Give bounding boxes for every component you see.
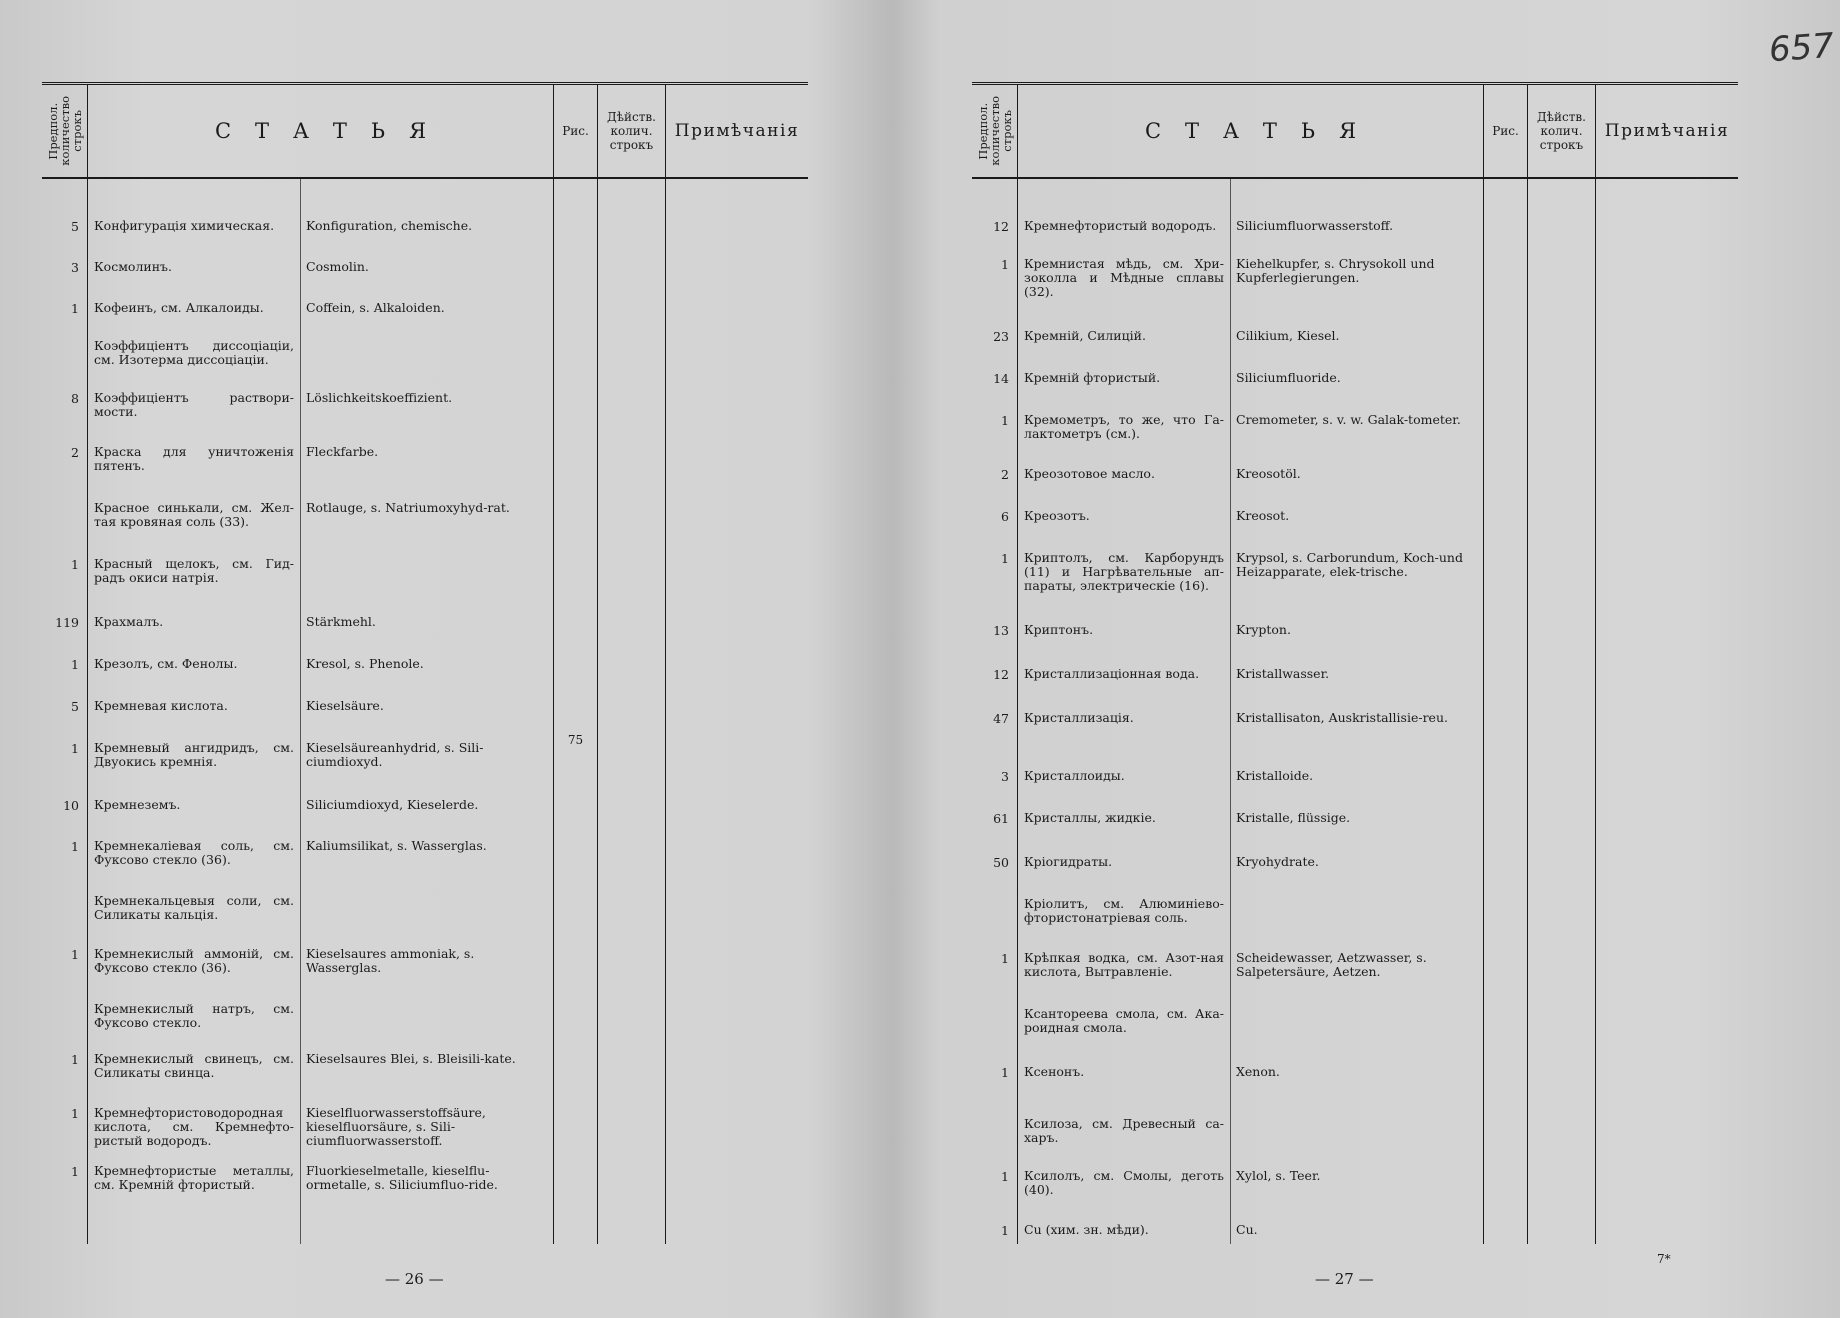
planned-lines-value: 13 (993, 623, 1009, 638)
article-russian: Креозотовое масло. (1024, 466, 1155, 481)
article-german: Krypton. (1236, 622, 1291, 637)
article-russian: Кофеинъ, см. Алкалоиды. (94, 300, 264, 315)
article-russian: Красное синькали, см. Жел-тая кровяная соль (33). (94, 500, 294, 529)
article-russian: Кремнефтористый водородъ. (1024, 218, 1217, 233)
right-ledger (972, 82, 1738, 1244)
article-russian: Ксилоза, см. Древесный са-харъ. (1024, 1116, 1224, 1145)
planned-lines-value: 5 (71, 219, 79, 234)
article-russian: Кріогидраты. (1024, 854, 1113, 869)
left-header-actual-lines (598, 85, 666, 177)
left-header-notes (666, 85, 808, 177)
planned-lines-value: 10 (63, 798, 79, 813)
signature-mark: 7* (1657, 1252, 1671, 1266)
article-russian: Кристаллизаціонная вода. (1024, 666, 1200, 681)
article-russian: Коэффиціентъ диссоціаціи, см. Изотерма диссоціаціи. (94, 338, 294, 367)
article-german: Cu. (1236, 1222, 1258, 1237)
article-german: Scheidewasser, Aetzwasser, s. Salpetersäure, Aetzen. (1236, 950, 1427, 979)
planned-lines-value: 1 (71, 1052, 79, 1067)
planned-lines-value: 12 (993, 667, 1009, 682)
article-russian: Краска для уничтоженія пятенъ. (94, 444, 294, 473)
article-russian: Кремнекаліевая соль, см. Фуксово стекло (36). (94, 838, 294, 867)
planned-lines-value: 1 (71, 839, 79, 854)
article-german: Siliciumdioxyd, Kieselerde. (306, 797, 479, 812)
col-rule (1230, 179, 1231, 1244)
article-russian: Кремнекислый свинецъ, см. Силикаты свинца. (94, 1051, 294, 1080)
planned-lines-value: 2 (71, 445, 79, 460)
notes-label: Примѣчанія (674, 121, 800, 141)
left-page (0, 0, 900, 1318)
article-german: Kreosot. (1236, 508, 1290, 523)
article-german: Fleckfarbe. (306, 444, 379, 459)
planned-lines-value: 1 (1001, 257, 1009, 272)
article-russian: Кремнеземъ. (94, 797, 181, 812)
notes-label: Примѣчанія (1604, 121, 1730, 141)
col-rule (87, 179, 88, 1244)
planned-lines-value: 3 (71, 260, 79, 275)
article-russian: Криптонъ. (1024, 622, 1094, 637)
col-rule (1017, 179, 1018, 1244)
col-rule (597, 179, 598, 1244)
article-russian: Кремнекислый натръ, см. Фуксово стекло. (94, 1001, 294, 1030)
article-label: СТАТЬЯ (214, 119, 451, 143)
article-russian: Коэффиціентъ раствори-мости. (94, 390, 294, 419)
planned-lines-value: 23 (993, 329, 1009, 344)
planned-lines-value: 5 (71, 699, 79, 714)
article-russian: Крѣпкая водка, см. Азот-ная кислота, Вытравленіе. (1024, 950, 1224, 979)
right-header-article (1018, 85, 1484, 177)
left-header-article (88, 85, 554, 177)
left-header (42, 85, 808, 179)
planned-lines-value: 1 (1001, 1169, 1009, 1184)
planned-lines-value: 1 (71, 1164, 79, 1179)
article-russian: Криптолъ, см. Карборундъ (11) и Нагрѣвательные ап-параты, электрическіе (16). (1024, 550, 1224, 593)
article-russian: Космолинъ. (94, 259, 172, 274)
left-header-fig (554, 85, 598, 177)
article-russian: Креозотъ. (1024, 508, 1090, 523)
article-german: Fluorkieselmetalle, kieselflu-ormetalle, s. Siliciumfluo-ride. (306, 1163, 498, 1192)
article-german: Cosmolin. (306, 259, 369, 274)
right-header (972, 85, 1738, 179)
article-german: Siliciumfluorwasserstoff. (1236, 218, 1394, 233)
planned-lines-value: 14 (993, 371, 1009, 386)
left-header-lines-planned (42, 85, 88, 177)
fig-label: Рис. (1492, 124, 1519, 138)
article-german: Kristalloide. (1236, 768, 1314, 783)
article-russian: Кремнефтористоводородная кислота, см. Кремнефто-ристый водородъ. (94, 1105, 294, 1148)
article-german: Rotlauge, s. Natriumoxyhyd-rat. (306, 500, 510, 515)
fig-label: Рис. (562, 124, 589, 138)
article-german: Kristalle, flüssige. (1236, 810, 1351, 825)
article-russian: Кремнефтористые металлы, см. Кремній фтористый. (94, 1163, 294, 1192)
col-rule (1483, 179, 1484, 1244)
article-german: Kaliumsilikat, s. Wasserglas. (306, 838, 487, 853)
article-russian: Cu (хим. зн. мѣди). (1024, 1222, 1149, 1237)
col-rule (665, 179, 666, 1244)
article-german: Kieselfluorwasserstoffsäure, kieselfluorsäure, s. Sili-ciumfluorwasserstoff. (306, 1105, 486, 1148)
right-header-fig (1484, 85, 1528, 177)
article-russian: Кремній, Силицій. (1024, 328, 1146, 343)
figure-number: 75 (567, 733, 584, 747)
article-russian: Кремній фтористый. (1024, 370, 1161, 385)
col-rule (1527, 179, 1528, 1244)
article-german: Konfiguration, chemische. (306, 218, 473, 233)
planned-lines-value: 12 (993, 219, 1009, 234)
planned-lines-value: 1 (71, 1106, 79, 1121)
page-number-left: — 26 — (385, 1270, 444, 1288)
planned-lines-value: 6 (1001, 509, 1009, 524)
article-label: СТАТЬЯ (1144, 119, 1381, 143)
planned-lines-value: 1 (71, 741, 79, 756)
article-german: Krypsol, s. Carborundum, Koch-und Heizapparate, elek-trische. (1236, 550, 1463, 579)
planned-lines-value: 1 (1001, 413, 1009, 428)
article-russian: Кріолитъ, см. Алюминіево-фтористонатріевая соль. (1024, 896, 1224, 925)
planned-lines-value: 3 (1001, 769, 1009, 784)
col-rule (300, 179, 301, 1244)
article-german: Cremometer, s. v. w. Galak-tometer. (1236, 412, 1461, 427)
planned-lines-value: 47 (993, 711, 1009, 726)
planned-lines-value: 119 (55, 615, 79, 630)
article-german: Löslichkeitskoeffizient. (306, 390, 453, 405)
planned-lines-value: 1 (71, 657, 79, 672)
article-russian: Ксантореева смола, см. Ака-роидная смола. (1024, 1006, 1224, 1035)
article-russian: Кристаллоиды. (1024, 768, 1125, 783)
article-russian: Кристаллизація. (1024, 710, 1134, 725)
lines-planned-label: Предпол. количество строкъ (975, 96, 1014, 166)
article-german: Xylol, s. Teer. (1236, 1168, 1321, 1183)
actual-lines-label: Дѣйств. колич. строкъ (607, 110, 656, 152)
planned-lines-value: 1 (71, 557, 79, 572)
planned-lines-value: 1 (71, 947, 79, 962)
article-german: Siliciumfluoride. (1236, 370, 1341, 385)
article-russian: Крахмалъ. (94, 614, 164, 629)
col-rule (1595, 179, 1596, 1244)
article-german: Xenon. (1236, 1064, 1280, 1079)
right-page (940, 0, 1840, 1318)
planned-lines-value: 50 (993, 855, 1009, 870)
planned-lines-value: 1 (1001, 1065, 1009, 1080)
article-german: Kristallisaton, Auskristallisie-reu. (1236, 710, 1448, 725)
article-russian: Кремнистая мѣдь, см. Хри-зоколла и Мѣдные сплавы (32). (1024, 256, 1224, 299)
article-russian: Кристаллы, жидкіе. (1024, 810, 1156, 825)
article-russian: Кремнекальцевыя соли, см. Силикаты кальція. (94, 893, 294, 922)
article-german: Stärkmehl. (306, 614, 376, 629)
article-german: Kieselsäureanhydrid, s. Sili-ciumdioxyd. (306, 740, 484, 769)
right-table-body (972, 179, 1738, 1244)
article-russian: Ксилолъ, см. Смолы, деготь (40). (1024, 1168, 1224, 1197)
article-german: Cilikium, Kiesel. (1236, 328, 1340, 343)
planned-lines-value: 1 (1001, 951, 1009, 966)
article-russian: Кремневая кислота. (94, 698, 228, 713)
article-german: Kresol, s. Phenole. (306, 656, 424, 671)
article-german: Coffein, s. Alkaloiden. (306, 300, 445, 315)
article-german: Kristallwasser. (1236, 666, 1330, 681)
planned-lines-value: 1 (71, 301, 79, 316)
article-russian: Кремневый ангидридъ, см. Двуокись кремнія. (94, 740, 294, 769)
article-russian: Кремнекислый аммоній, см. Фуксово стекло (36). (94, 946, 294, 975)
planned-lines-value: 1 (1001, 1223, 1009, 1238)
corner-page-mark: 657 (1767, 25, 1836, 71)
article-german: Kieselsäure. (306, 698, 384, 713)
left-ledger (42, 82, 808, 1244)
planned-lines-value: 8 (71, 391, 79, 406)
article-russian: Красный щелокъ, см. Гид-радъ окиси натрія. (94, 556, 294, 585)
planned-lines-value: 2 (1001, 467, 1009, 482)
right-header-actual-lines (1528, 85, 1596, 177)
lines-planned-label: Предпол. количество строкъ (45, 96, 84, 166)
article-russian: Ксенонъ. (1024, 1064, 1085, 1079)
right-header-notes (1596, 85, 1738, 177)
article-german: Kieselsaures ammoniak, s. Wasserglas. (306, 946, 475, 975)
actual-lines-label: Дѣйств. колич. строкъ (1537, 110, 1586, 152)
page-number-right: — 27 — (1315, 1270, 1374, 1288)
article-german: Kreosotöl. (1236, 466, 1301, 481)
article-russian: Крезолъ, см. Фенолы. (94, 656, 238, 671)
article-german: Kryohydrate. (1236, 854, 1319, 869)
left-table-body (42, 179, 808, 1244)
planned-lines-value: 1 (1001, 551, 1009, 566)
planned-lines-value: 61 (993, 811, 1009, 826)
article-russian: Конфигурація химическая. (94, 218, 275, 233)
article-german: Kieselsaures Blei, s. Bleisili-kate. (306, 1051, 516, 1066)
article-russian: Кремометръ, то же, что Га-лактометръ (см.). (1024, 412, 1224, 441)
article-german: Kiehelkupfer, s. Chrysokoll und Kupferlegierungen. (1236, 256, 1435, 285)
right-header-lines-planned (972, 85, 1018, 177)
col-rule (553, 179, 554, 1244)
